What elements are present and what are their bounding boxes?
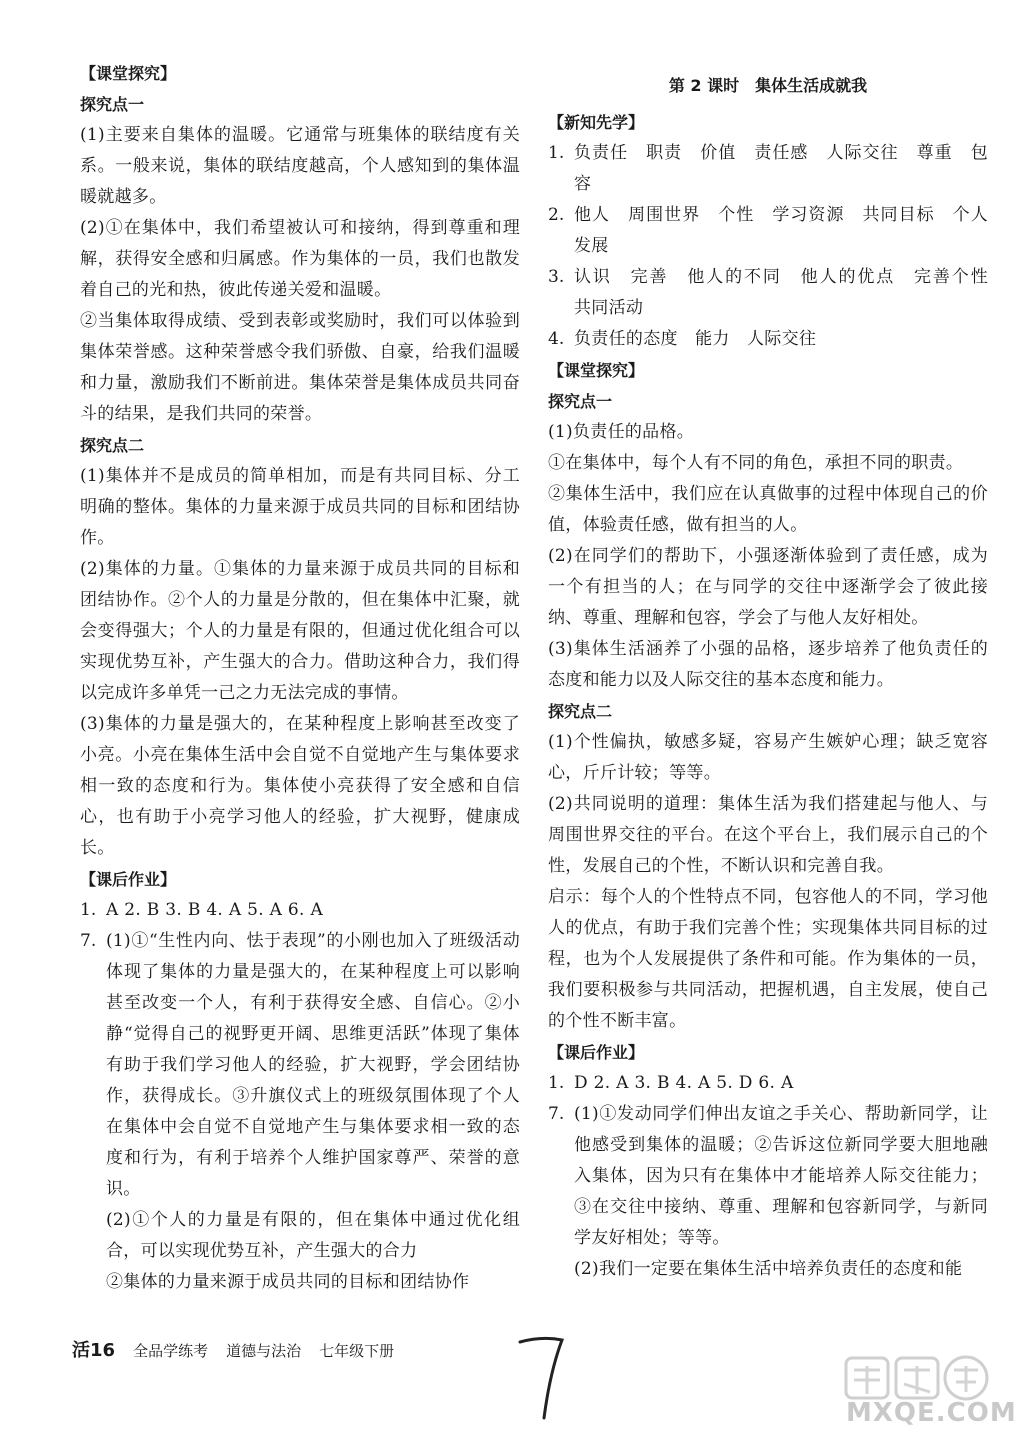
item-number: 4. (548, 329, 565, 349)
paragraph: (2)在同学们的帮助下，小强逐渐体验到了责任感，成为一个有担当的人；在与同学的交往中逐渐学会了彼此接纳、尊重、理解和包容，学会了与他人友好相处。 (548, 546, 988, 628)
answer-text: A 2. B 3. B 4. A 5. A 6. A (106, 900, 324, 920)
answer-text: (1)①“生性内向、怯于表现”的小刚也加入了班级活动体现了集体的力量是强大的，在某种程度上可以影响甚至改变一个人，有利于获得安全感、自信心。②小静“觉得自己的视野更开阔、思维更活跃”体现了集体有助于我们学习他人的经验，扩大视野，学会团结协作，获得成长。③升旗仪式上的班级氛围体现了个人在集体中会自觉不自觉地产生与集体要求相一致的态度和行为，有利于培养个人维护国家尊严、荣誉的意识。 (106, 931, 520, 1199)
left-column (80, 58, 520, 1298)
answer-line (80, 895, 520, 926)
paragraph: ①在集体中，每个人有不同的角色，承担不同的职责。 (548, 453, 964, 473)
paragraph: 启示：每个人的个性特点不同，包容他人的不同，学习他人的优点，有助于我们完善个性；实现集体共同目标的过程，也为个人发展提供了条件和可能。作为集体的一员，我们要积极参与共同活动，把握机遇，自主发展，使自己的个性不断丰富。 (548, 887, 988, 1031)
footer-grade: 七年级下册 (319, 1342, 395, 1360)
lesson-title: 第 2 课时 集体生活成就我 (668, 76, 868, 95)
paragraph: ②当集体取得成绩、受到表彰或奖励时，我们可以体验到集体荣誉感。这种荣誉感令我们骄傲、自豪，给我们温暖和力量，激励我们不断前进。集体荣誉是集体成员共同奋斗的结果，是我们共同的荣誉。 (80, 311, 520, 424)
paragraph: ②集体生活中，我们应在认真做事的过程中体现自己的价值，体验责任感，做有担当的人。 (548, 484, 988, 535)
page-number: 活16 (72, 1340, 116, 1361)
answer-line (548, 262, 1006, 324)
answer-text: 负责任 职责 价值 责任感 人际交往 尊重 包容 (574, 143, 988, 194)
paragraph: (1)集体并不是成员的简单相加，而是有共同目标、分工明确的整体。集体的力量来源于成员共同的目标和团结协作。 (80, 466, 520, 548)
paragraph: ②集体的力量来源于成员共同的目标和团结协作 (106, 1272, 470, 1292)
answer-text: 负责任的态度 能力 人际交往 (574, 329, 817, 349)
answer-line (548, 1068, 988, 1099)
section-heading: 【课堂探究】 (80, 64, 177, 83)
answer-line (548, 200, 988, 262)
paragraph: (1)负责任的品格。 (548, 422, 695, 442)
answer-line (80, 926, 520, 1205)
item-number: 7. (548, 1104, 565, 1124)
paragraph: (2)集体的力量。①集体的力量来源于成员共同的目标和团结协作。②个人的力量是分散的，但在集体中汇聚，就会变得强大；个人的力量是有限的，但通过优化组合可以实现优势互补，产生强大的合力。借助这种合力，我们得以完成许多单凭一己之力无法完成的事情。 (80, 559, 520, 703)
paragraph: (2)①在集体中，我们希望被认可和接纳，得到尊重和理解，获得安全感和归属感。作为集体的一员，我们也散发着自己的光和热，彼此传递关爱和温暖。 (80, 218, 520, 300)
item-number: 3. (548, 267, 565, 287)
section-heading: 【课后作业】 (80, 870, 177, 889)
page-footer (72, 1336, 394, 1362)
subsection-heading: 探究点一 (548, 392, 613, 411)
subsection-heading: 探究点二 (80, 436, 145, 455)
item-number: 1. (80, 900, 97, 920)
paragraph: (3)集体的力量是强大的，在某种程度上影响甚至改变了小亮。小亮在集体生活中会自觉不自觉地产生与集体要求相一致的态度和行为。集体使小亮获得了安全感和自信心，也有助于小亮学习他人的经验，扩大视野，健康成长。 (80, 714, 520, 858)
answer-text: D 2. A 3. B 4. A 5. D 6. A (574, 1073, 794, 1093)
footer-brand: 全品学练考 (133, 1342, 209, 1360)
watermark-site: MXQE.COM (846, 1398, 1017, 1428)
footer-subject: 道德与法治 (226, 1342, 302, 1360)
paragraph: (1)个性偏执，敏感多疑，容易产生嫉妒心理；缺乏宽容心，斤斤计较；等等。 (548, 732, 988, 783)
section-heading: 【课后作业】 (548, 1043, 645, 1062)
subsection-heading: 探究点二 (548, 702, 613, 721)
paragraph: (2)①个人的力量是有限的，但在集体中通过优化组合，可以实现优势互补，产生强大的合力 (106, 1210, 520, 1261)
paragraph: (3)集体生活涵养了小强的品格，逐步培养了他负责任的态度和能力以及人际交往的基本态度和能力。 (548, 639, 988, 690)
handwritten-seven-mark (514, 1332, 570, 1422)
section-heading: 【课堂探究】 (548, 361, 645, 380)
answer-line (548, 138, 988, 200)
answer-line (548, 1099, 988, 1254)
paragraph: (2)共同说明的道理：集体生活为我们搭建起与他人、与周围世界交往的平台。在这个平台上，我们展示自己的个性，发展自己的个性，不断认识和完善自我。 (548, 794, 988, 876)
item-number: 7. (80, 931, 97, 951)
section-heading: 【新知先学】 (548, 113, 645, 132)
watermark-logo (844, 1352, 994, 1404)
item-number: 1. (548, 143, 565, 163)
paragraph: (1)主要来自集体的温暖。它通常与班集体的联结度有关系。一般来说，集体的联结度越高，个人感知到的集体温暖就越多。 (80, 125, 520, 207)
subsection-heading: 探究点一 (80, 95, 145, 114)
item-number: 2. (548, 205, 565, 225)
answer-text: 认识 完善 他人的不同 他人的优点 完善个性 共同活动 (574, 267, 1006, 318)
paragraph: (2)我们一定要在集体生活中培养负责任的态度和能 (574, 1259, 963, 1279)
answer-text: 他人 周围世界 个性 学习资源 共同目标 个人发展 (574, 205, 988, 256)
right-column (548, 58, 1006, 1285)
item-number: 1. (548, 1073, 565, 1093)
answer-line (548, 324, 988, 355)
answer-text: (1)①发动同学们伸出友谊之手关心、帮助新同学，让他感受到集体的温暖；②告诉这位新同学要大胆地融入集体，因为只有在集体中才能培养人际交往能力；③在交往中接纳、尊重、理解和包容新同学，与新同学友好相处；等等。 (574, 1104, 988, 1248)
